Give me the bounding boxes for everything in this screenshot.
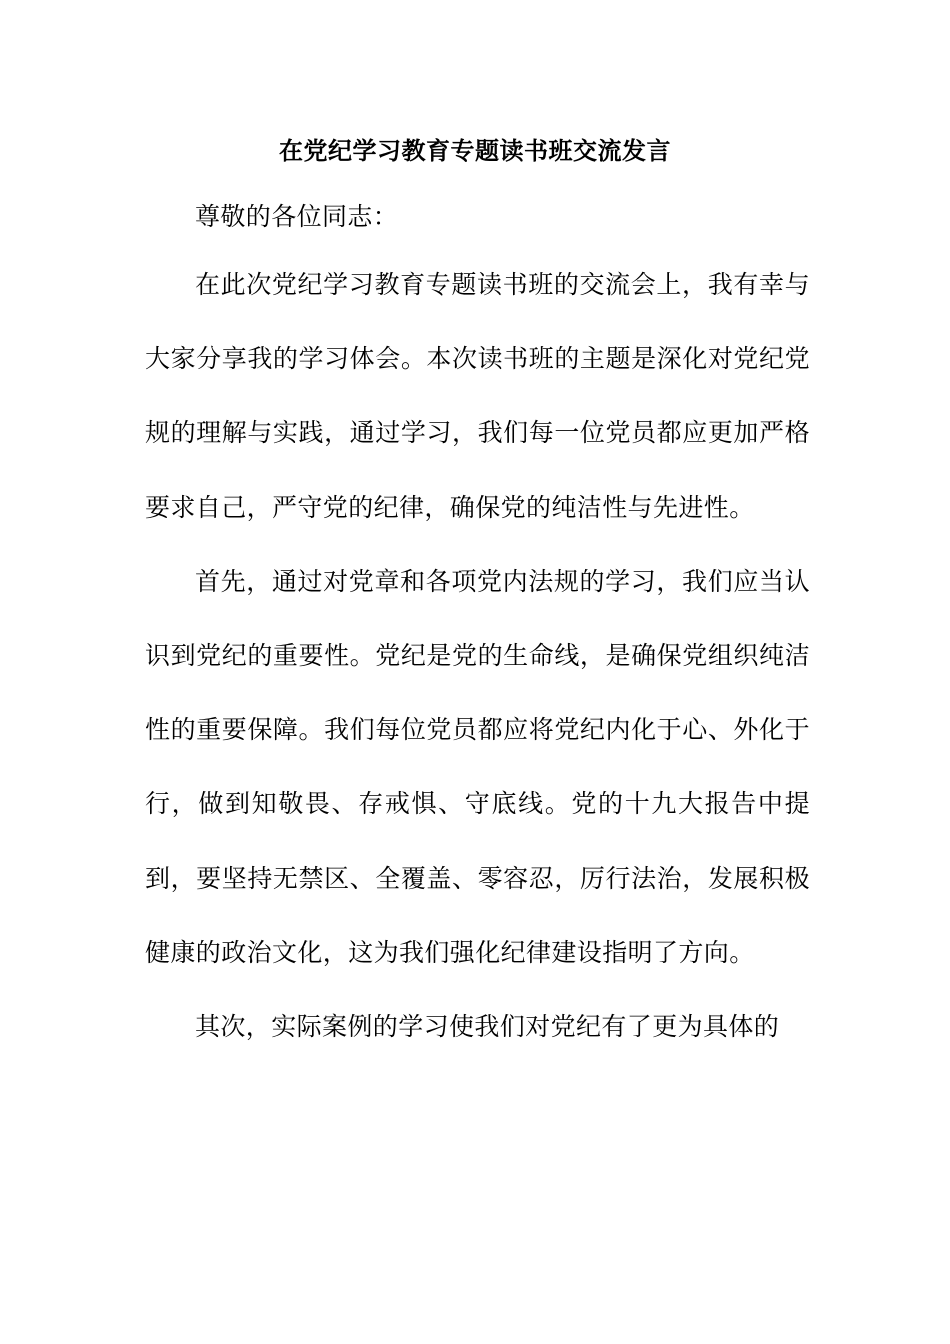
salutation: 尊敬的各位同志：: [195, 202, 399, 231]
document-body: [145, 248, 810, 1064]
paragraph-2: 首先，通过对党章和各项党内法规的学习，我们应当认识到党纪的重要性。党纪是党的生命线，是确保党组织纯洁性的重要保障。我们每位党员都应将党纪内化于心、外化于行，做到知敬畏、存戒惧、守底线。党的十九大报告中提到，要坚持无禁区、全覆盖、零容忍，厉行法治，发展积极健康的政治文化，这为我们强化纪律建设指明了方向。: [145, 566, 810, 967]
document-title: 在党纪学习教育专题读书班交流发言: [279, 137, 671, 165]
paragraph-1: 在此次党纪学习教育专题读书班的交流会上，我有幸与大家分享我的学习体会。本次读书班的主题是深化对党纪党规的理解与实践，通过学习，我们每一位党员都应更加严格要求自己，严守党的纪律，确保党的纯洁性与先进性。: [145, 270, 810, 522]
paragraph-3: 其次，实际案例的学习使我们对党纪有了更为具体的: [195, 1012, 780, 1042]
